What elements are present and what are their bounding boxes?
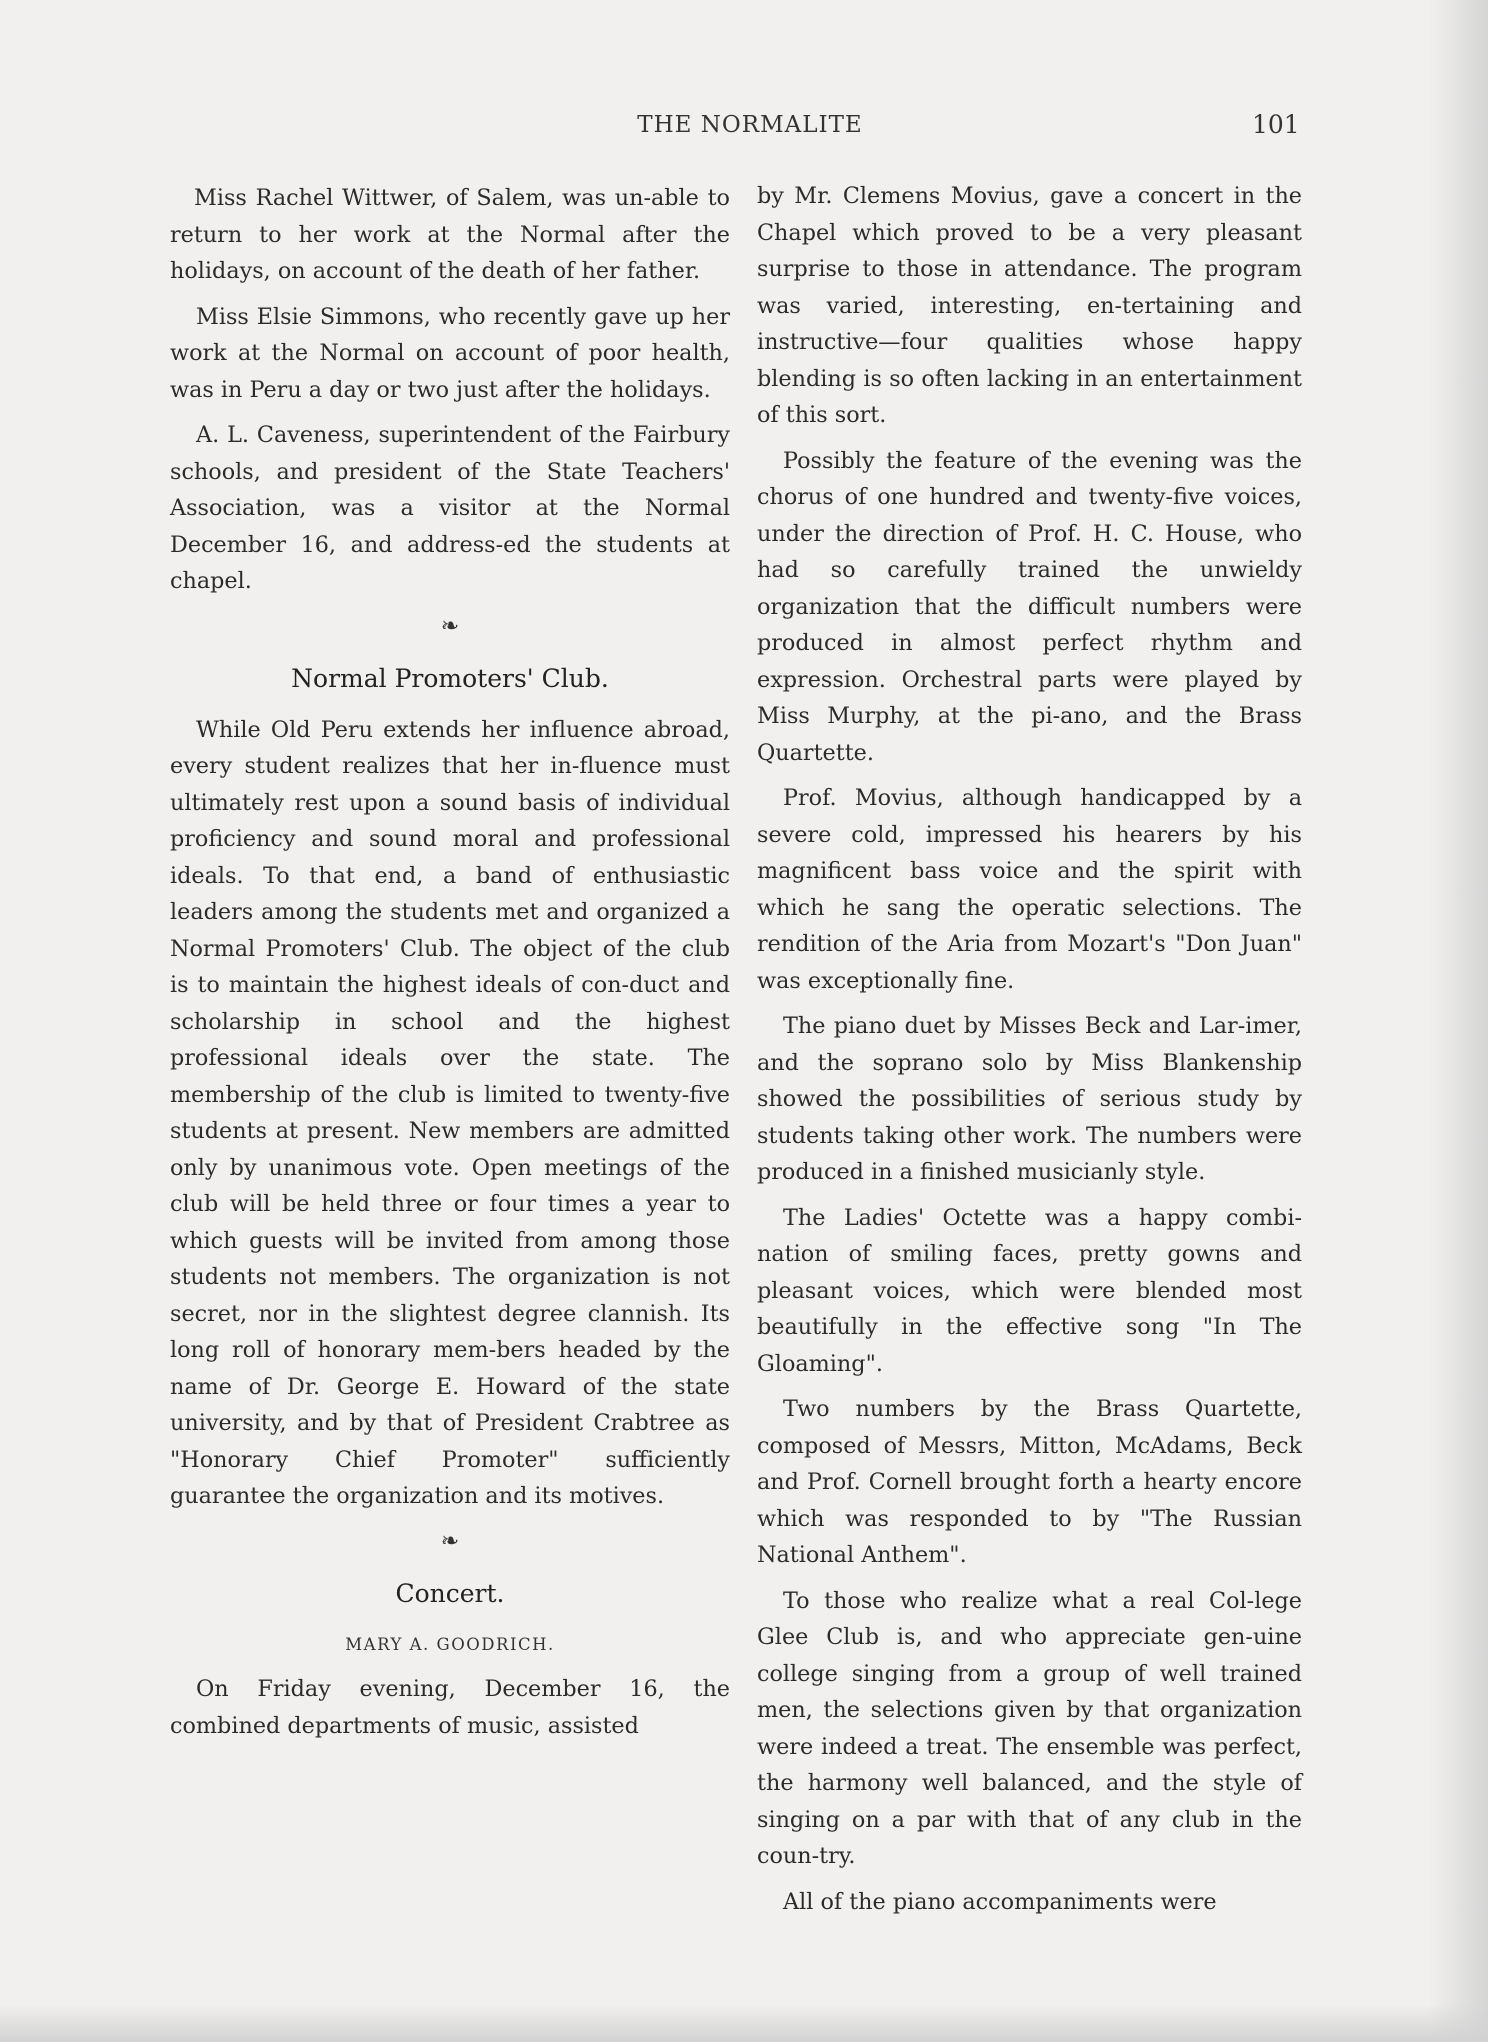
left-column (170, 180, 730, 1753)
concert-paragraph-brass: Two numbers by the Brass Quartette, composed of Messrs, Mitton, McAdams, Beck and Prof. Cornell brought forth a hearty encore which was responded to by "The Russian National Anthem". (757, 1396, 1302, 1568)
concert-paragraph-chorus: Possibly the feature of the evening was the chorus of one hundred and twenty-five voices, under the direction of Prof. H. C. House, who had so carefully trained the unwieldy organization that the difficult numbers were produced in almost perfect rhythm and expression. Orchestral parts were played by Miss Murphy, at the pi-ano, and the Brass Quartette. (757, 447, 1302, 766)
concert-paragraph-movius: Prof. Movius, although handicapped by a severe cold, impressed his hearers by his magnificent bass voice and the spirit with which he sang the operatic selections. The rendition of the Aria from Mozart's "Don Juan" was exceptionally fine. (757, 785, 1302, 994)
concert-paragraph-continued: by Mr. Clemens Movius, gave a concert in the Chapel which proved to be a very pleasant surprise to those in attendance. The program was varied, interesting, en-tertaining and instructive—four qualities whose happy blending is so often lacking in an entertainment of this sort. (757, 183, 1302, 428)
page-number: 101 (1252, 110, 1300, 139)
concert-byline: MARY A. GOODRICH. (345, 1634, 555, 1654)
news-item-wittwer: Miss Rachel Wittwer, of Salem, was un-able to return to her work at the Normal after the holidays, on account of the death of her father. (170, 185, 730, 284)
right-column (757, 178, 1302, 1929)
news-item-caveness: A. L. Caveness, superintendent of the Fairbury schools, and president of the State Teachers' Association, was a visitor at the Normal December 16, and address-ed the students at chapel. (170, 422, 730, 594)
concert-paragraph-piano-duet: The piano duet by Misses Beck and Lar-imer, and the soprano solo by Miss Blankenship showed the possibilities of serious study by students taking other work. The numbers were produced in a finished musicianly style. (757, 1013, 1302, 1185)
section-ornament-icon: ❧ (440, 1528, 460, 1554)
concert-paragraph-octette: The Ladies' Octette was a happy combi-nation of smiling faces, pretty gowns and pleasant voices, which were blended most beautifully in the effective song "In The Gloaming". (757, 1204, 1302, 1377)
promoters-club-paragraph: While Old Peru extends her influence abroad, every student realizes that her in-fluence must ultimately rest upon a sound basis of individual proficiency and sound moral and professional ideals. To that end, a band of enthusiastic leaders among the students met and organized a Normal Promoters' Club. The object of the club is to maintain the highest ideals of con-duct and scholarship in school and the highest professional ideals over the state. The membership of the club is limited to twenty-five students at present. New members are admitted only by unanimous vote. Open meetings of the club will be held three or four times a year to which guests will be invited from among those students not members. The organization is not secret, nor in the slightest degree clannish. Its long roll of honorary mem-bers headed by the name of Dr. George E. Howard of the state university, and by that of President Crabtree as "Honorary Chief Promoter" sufficiently guarantee the organization and its motives. (170, 716, 730, 1509)
running-header-title: THE NORMALITE (637, 112, 863, 138)
concert-paragraph-start: On Friday evening, December 16, the combined departments of music, assisted (170, 1676, 730, 1739)
promoters-club-heading: Normal Promoters' Club. (291, 664, 609, 693)
page-edge-shadow (1428, 0, 1488, 2042)
news-item-simmons: Miss Elsie Simmons, who recently gave up her work at the Normal on account of poor health, was in Peru a day or two just after the holidays. (170, 303, 730, 403)
section-ornament-icon: ❧ (440, 613, 460, 639)
concert-paragraph-glee-club: To those who realize what a real Col-lege Glee Club is, and who appreciate gen-uine college singing from a group of well trained men, the selections given by that organization were indeed a treat. The ensemble was perfect, the harmony well balanced, and the style of singing on a par with that of any club in the coun-try. (757, 1587, 1302, 1869)
concert-paragraph-accompaniments: All of the piano accompaniments were (783, 1888, 1217, 1915)
concert-heading: Concert. (395, 1579, 505, 1608)
page-bottom-edge (0, 2004, 1488, 2042)
